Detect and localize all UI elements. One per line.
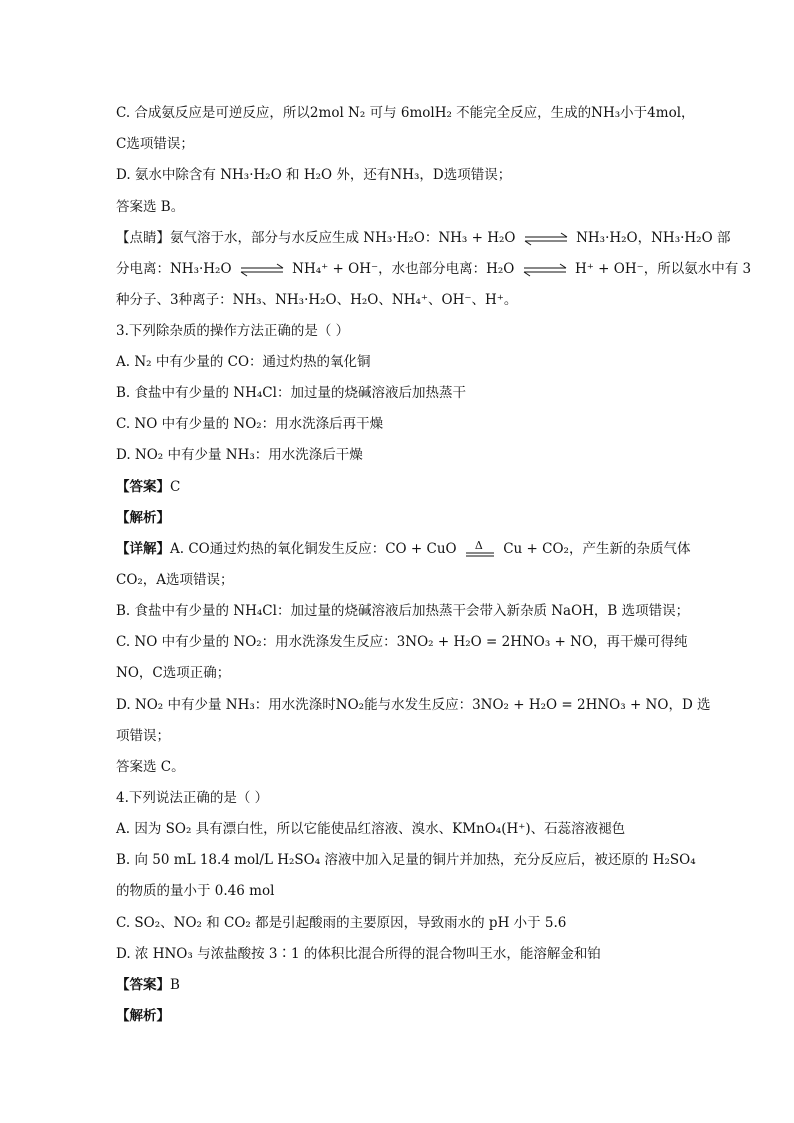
option-b-cont: 的物质的量小于 0.46 mol [116,883,275,899]
text-line: 项错误； [116,728,170,744]
text-line: C选项错误； [116,136,194,152]
reversible-arrow-icon [523,232,569,246]
text-line: NO，C选项正确； [116,665,231,681]
text-line: 种分子、3种离子：NH₃、NH₃·H₂O、H₂O、NH₄⁺、OH⁻、H⁺。 [116,292,518,308]
text-line: 【点睛】氨气溶于水，部分与水反应生成 NH₃·H₂O：NH₃ + H₂O NH₃·H₂O，NH₃·H₂O 部 [116,230,731,246]
analysis-tag: 【解析】 [116,510,170,526]
answer-tag: 【答案】 [116,479,170,495]
option-a: A. N₂ 中有少量的 CO：通过灼热的氧化铜 [116,354,371,370]
answer-line: 【答案】B [116,977,180,993]
option-d: D. 浓 HNO₃ 与浓盐酸按 3∶1 的体积比混合所得的混合物叫王水，能溶解金和铂 [116,946,601,962]
option-b: B. 向 50 mL 18.4 mol/L H₂SO₄ 溶液中加入足量的铜片并加热，充分反应后，被还原的 H₂SO₄ [116,852,696,868]
text-line: 【详解】A. CO通过灼热的氧化铜发生反应：CO + CuO Δ Cu + CO₂，产生新的杂质气体 [116,538,691,557]
text-line: B. 食盐中有少量的 NH₄Cl：加过量的烧碱溶液后加热蒸干会带入新杂质 NaOH，B 选项错误； [116,603,690,619]
text-line: 答案选 B。 [116,199,185,215]
text-line: C. 合成氨反应是可逆反应，所以2mol N₂ 可与 6molH₂ 不能完全反应，生成的NH₃小于4mol， [116,105,695,121]
option-d: D. NO₂ 中有少量 NH₃：用水洗涤后干燥 [116,447,363,463]
analysis-tag: 【解析】 [116,1008,170,1024]
detail-tag: 【详解】 [116,541,170,557]
question-title: 4.下列说法正确的是（ ） [116,790,269,806]
analysis-tag-line [116,509,170,527]
option-b: B. 食盐中有少量的 NH₄Cl：加过量的烧碱溶液后加热蒸干 [116,385,466,401]
analysis-tag-line [116,1007,170,1025]
text-line: C. NO 中有少量的 NO₂：用水洗涤发生反应：3NO₂ + H₂O = 2HNO₃ + NO，再干燥可得纯 [116,634,688,650]
text-line: D. 氨水中除含有 NH₃·H₂O 和 H₂O 外，还有NH₃，D选项错误； [116,167,512,183]
answer-tag: 【答案】 [116,977,170,993]
text-line: CO₂，A选项错误； [116,572,234,588]
option-c: C. SO₂、NO₂ 和 CO₂ 都是引起酸雨的主要原因，导致雨水的 pH 小于 5.6 [116,915,567,931]
heating-condition-icon [465,538,495,559]
text-line: 答案选 C。 [116,759,185,775]
option-a: A. 因为 SO₂ 具有漂白性，所以它能使品红溶液、溴水、KMnO₄(H⁺)、石蕊溶液褪色 [116,821,626,837]
answer-line: 【答案】C [116,479,181,495]
reversible-arrow-icon [239,263,285,277]
question-title: 3.下列除杂质的操作方法正确的是（ ） [116,323,350,339]
text-line: D. NO₂ 中有少量 NH₃：用水洗涤时NO₂能与水发生反应：3NO₂ + H₂O = 2HNO₃ + NO，D 选 [116,697,711,713]
heat-symbol: Δ [474,538,483,552]
option-c: C. NO 中有少量的 NO₂：用水洗涤后再干燥 [116,416,384,432]
text-line: 分电离：NH₃·H₂O NH₄⁺ + OH⁻，水也部分电离：H₂O H⁺ + OH⁻，所以氨水中有 3 [116,261,752,277]
reversible-arrow-icon [522,263,568,277]
